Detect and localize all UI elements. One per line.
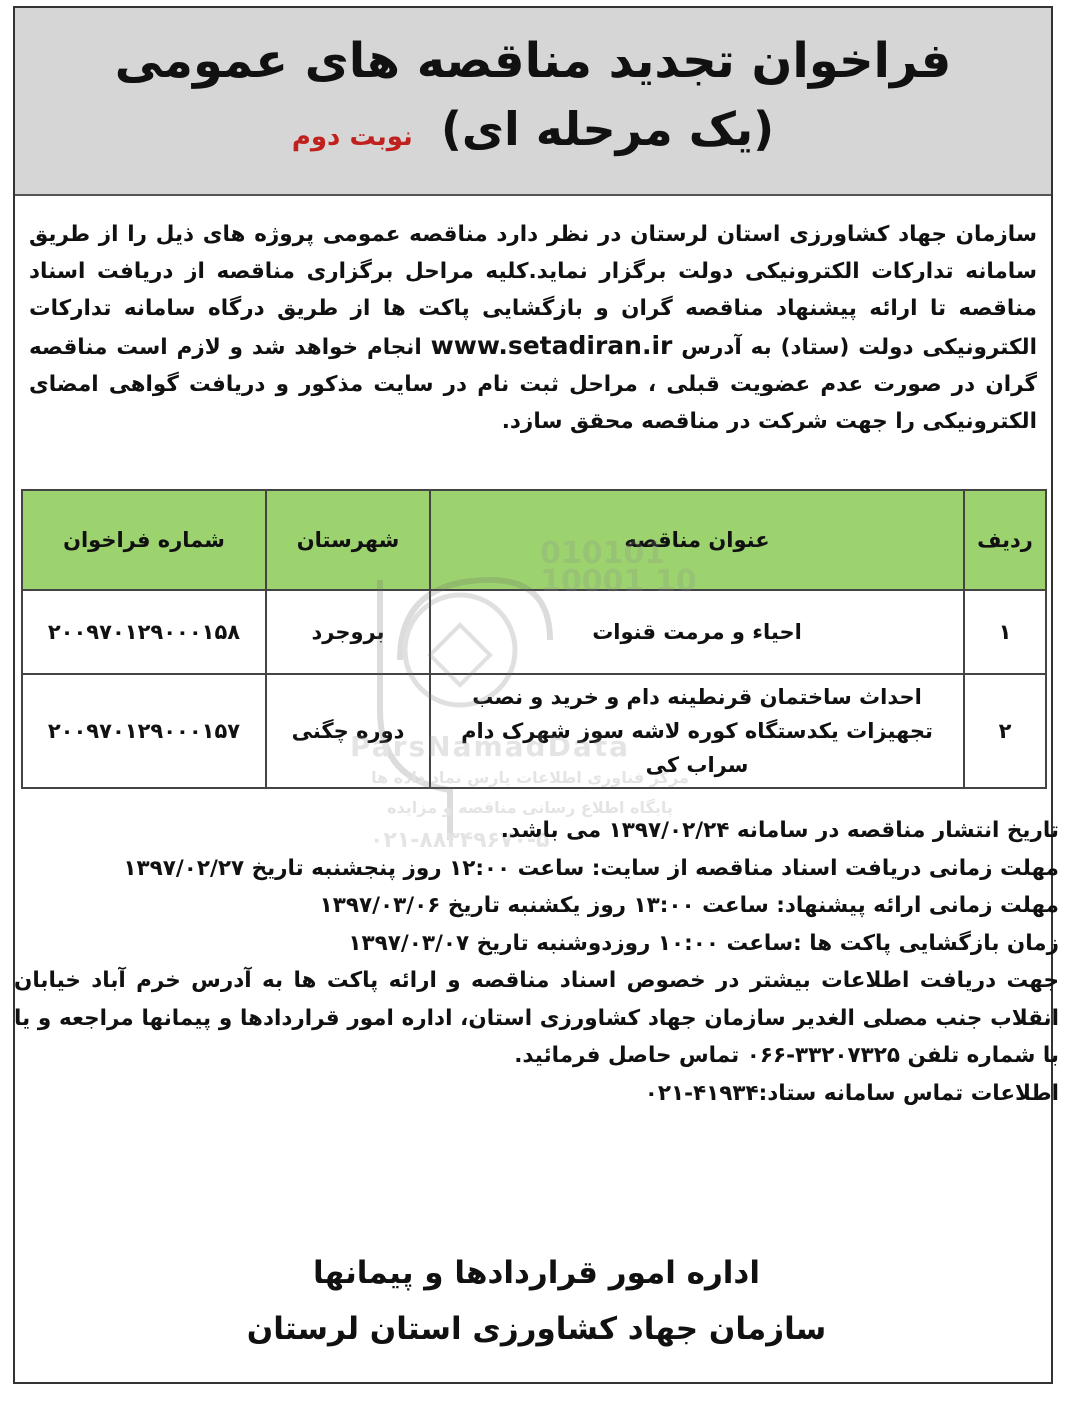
- call-number: ۲۰۰۹۷۰۱۲۹۰۰۰۱۵۸: [22, 590, 266, 674]
- row-number: ۲: [964, 674, 1046, 788]
- header-tender-title: عنوان مناقصه: [430, 490, 964, 590]
- header-row-number: ردیف: [964, 490, 1046, 590]
- watermark-line1: مرکز فناوری اطلاعات پارس نماد داده ها: [371, 768, 689, 787]
- tender-title: احیاء و مرمت قنوات: [430, 590, 964, 674]
- call-number: ۲۰۰۹۷۰۱۲۹۰۰۰۱۵۷: [22, 674, 266, 788]
- intro-text-start: سازمان جهاد کشاورزی استان لرستان در نظر دارد مناقصه عمومی پروژه های ذیل را از طریق سامانه تدارکات الکترونیکی دولت برگزار نماید.کلیه مراحل برگزاری مناقصه از دریافت اسناد مناقصه تا ارائه پیشنهاد مناقصه گران و بازگشایی پاکت ها از طریق درگاه سامانه تدارکات الکترونیکی دولت (ستاد) به آدرس: [29, 222, 1037, 360]
- setad-url[interactable]: www.setadiran.ir: [430, 331, 673, 360]
- header-call-number: شماره فراخوان: [22, 490, 266, 590]
- tender-city: دوره چگنی: [266, 674, 430, 788]
- offer-deadline: مهلت زمانی ارائه پیشنهاد: ساعت ۱۳:۰۰ روز یکشنبه تاریخ ۱۳۹۷/۰۳/۰۶: [319, 893, 1059, 918]
- table-row: [22, 590, 1046, 674]
- opening-time: زمان بازگشایی پاکت ها :ساعت ۱۰:۰۰ روزدوشنبه تاریخ ۱۳۹۷/۰۳/۰۷: [348, 930, 1059, 956]
- signature-line2: سازمان جهاد کشاورزی استان لرستان: [246, 1311, 827, 1347]
- header-city: شهرستان: [266, 490, 430, 590]
- tender-details: [14, 812, 1059, 1112]
- signature-block: [0, 1245, 1073, 1357]
- tender-city: بروجرد: [266, 590, 430, 674]
- notice-subtitle-line: [15, 96, 1051, 170]
- table-row: [22, 674, 1046, 788]
- doc-deadline: مهلت زمانی دریافت اسناد مناقصه از سایت: ساعت ۱۲:۰۰ روز پنجشنبه تاریخ ۱۳۹۷/۰۲/۲۷: [123, 855, 1059, 881]
- publish-date: تاریخ انتشار مناقصه در سامانه ۱۳۹۷/۰۲/۲۴ می باشد.: [500, 818, 1059, 843]
- notice-header: [15, 8, 1051, 196]
- watermark-binary: 010101 10001 10: [540, 536, 697, 599]
- signature-line1: اداره امور قراردادها و پیمانها: [313, 1255, 760, 1291]
- tender-notice: [13, 6, 1053, 1384]
- watermark-line2: پایگاه اطلاع رسانی مناقصه و مزایده: [387, 798, 673, 817]
- intro-text-end: انجام خواهد شد و لازم است مناقصه گران در صورت عدم عضویت قبلی ، مراحل ثبت نام در سایت مذکور و دریافت گواهی امضای الکترونیکی را جهت شرکت در مناقصه محقق سازد.: [29, 335, 1037, 434]
- watermark-phone: ۰۲۱-۸۸۳۴۹۶۷۰-۵: [370, 828, 550, 853]
- tender-title: احداث ساختمان قرنطینه دام و خرید و نصب تجهیزات یکدستگاه کوره لاشه سوز شهرک دام سراب کی: [430, 674, 964, 788]
- intro-paragraph: [15, 196, 1051, 440]
- notice-subtitle: (یک مرحله ای): [440, 102, 775, 156]
- contact-info: جهت دریافت اطلاعات بیشتر در خصوص اسناد مناقصه و ارائه پاکت ها به آدرس خرم آباد خیابان انقلاب جنب مصلی الغدیر سازمان جهاد کشاورزی استان، اداره امور قراردادها و پیمانها مراجعه و یا با شماره تلفن ۳۳۲۰۷۳۲۵-۰۶۶ تماس حاصل فرمائید.: [14, 968, 1059, 1068]
- table-header-row: [22, 490, 1046, 590]
- round-badge: نوبت دوم: [291, 122, 413, 152]
- tenders-table: [21, 489, 1047, 789]
- notice-title: فراخوان تجدید مناقصه های عمومی: [114, 33, 952, 89]
- setad-contact: اطلاعات تماس سامانه ستاد:۴۱۹۳۴-۰۲۱: [644, 1080, 1059, 1106]
- watermark-brand: ParsNamadData: [350, 730, 630, 763]
- row-number: ۱: [964, 590, 1046, 674]
